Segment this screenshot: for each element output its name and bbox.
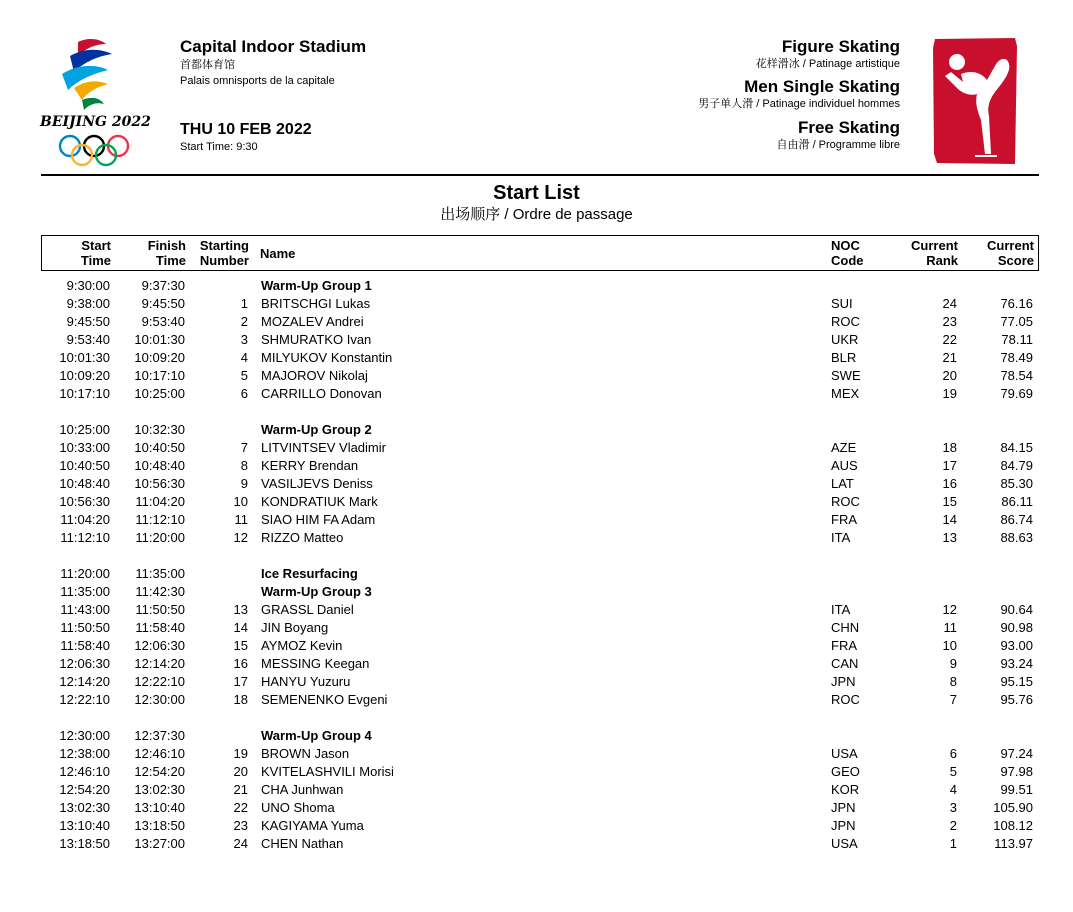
noc-code-cell: AZE <box>831 440 857 455</box>
start-time-cell: 11:58:40 <box>60 638 110 653</box>
noc-code-cell: ROC <box>831 494 860 509</box>
segment-title: Free Skating <box>797 118 900 137</box>
noc-code-cell: LAT <box>831 476 854 491</box>
current-rank-cell: 1 <box>949 836 957 851</box>
current-score-cell: 78.49 <box>1000 350 1033 365</box>
skater-name-cell: SIAO HIM FA Adam <box>261 512 376 527</box>
table-row <box>41 673 1039 691</box>
skater-name-cell: MESSING Keegan <box>261 656 370 671</box>
current-score-cell: 76.16 <box>1000 296 1033 311</box>
beijing-2022-logo <box>38 34 154 170</box>
discipline-title-block <box>698 77 900 111</box>
sport-subtitle: 花样滑冰 / Patinage artistique <box>755 58 900 70</box>
noc-code-cell: ROC <box>831 692 860 707</box>
current-rank-cell: 4 <box>949 782 957 797</box>
starting-number-cell: 14 <box>233 620 248 635</box>
finish-time-cell: 10:09:20 <box>134 350 185 365</box>
skater-name-cell: CHA Junhwan <box>261 782 344 797</box>
finish-time-cell: 12:37:30 <box>134 728 185 743</box>
current-rank-cell: 13 <box>942 530 957 545</box>
table-header <box>41 235 1039 271</box>
schedule-label-cell: Ice Resurfacing <box>261 566 358 581</box>
finish-time-cell: 11:04:20 <box>135 494 185 509</box>
skater-name-cell: KAGIYAMA Yuma <box>261 818 364 833</box>
document-title-block <box>0 181 1073 225</box>
current-score-cell: 77.05 <box>1000 314 1033 329</box>
start-time-cell: 12:38:00 <box>59 746 110 761</box>
start-time-cell: 10:01:30 <box>59 350 110 365</box>
start-time-cell: 11:20:00 <box>60 566 110 581</box>
schedule-row <box>41 583 1039 601</box>
current-rank-cell: 9 <box>949 656 957 671</box>
finish-time-cell: 11:20:00 <box>135 530 185 545</box>
table-row <box>41 817 1039 835</box>
current-rank-cell: 3 <box>949 800 957 815</box>
noc-code-cell: JPN <box>831 674 856 689</box>
schedule-label-cell: Warm-Up Group 4 <box>261 728 372 743</box>
current-score-cell: 88.63 <box>1000 530 1033 545</box>
noc-code-cell: JPN <box>831 800 856 815</box>
starting-number-cell: 17 <box>233 674 248 689</box>
schedule-row <box>41 421 1039 439</box>
noc-code-cell: FRA <box>831 638 857 653</box>
skater-name-cell: BRITSCHGI Lukas <box>261 296 371 311</box>
skater-name-cell: MILYUKOV Konstantin <box>261 350 393 365</box>
current-rank-cell: 16 <box>942 476 957 491</box>
start-time-cell: 12:06:30 <box>59 656 110 671</box>
current-score-cell: 113.97 <box>994 836 1033 851</box>
beijing-2022-emblem-icon <box>38 34 154 170</box>
date-block <box>180 120 312 154</box>
skater-name-cell: GRASSL Daniel <box>261 602 354 617</box>
finish-time-cell: 10:17:10 <box>134 368 185 383</box>
table-row <box>41 385 1039 403</box>
table-row <box>41 511 1039 529</box>
current-rank-cell: 21 <box>942 350 957 365</box>
start-list-table <box>41 277 1039 853</box>
starting-number-cell: 7 <box>240 440 248 455</box>
table-row <box>41 295 1039 313</box>
current-score-cell: 86.11 <box>1001 494 1033 509</box>
starting-number-cell: 8 <box>240 458 248 473</box>
skater-name-cell: AYMOZ Kevin <box>261 638 343 653</box>
current-rank-cell: 19 <box>942 386 957 401</box>
current-score-cell: 90.64 <box>1000 602 1033 617</box>
skater-name-cell: MAJOROV Nikolaj <box>261 368 368 383</box>
start-time-cell: 10:33:00 <box>59 440 110 455</box>
finish-time-cell: 10:32:30 <box>134 422 185 437</box>
skater-name-cell: HANYU Yuzuru <box>261 674 351 689</box>
start-time-cell: 9:53:40 <box>66 332 110 347</box>
column-header-noc-code: NOC Code <box>831 238 864 268</box>
table-row <box>41 439 1039 457</box>
finish-time-cell: 10:01:30 <box>134 332 185 347</box>
finish-time-cell: 13:27:00 <box>134 836 185 851</box>
column-header-start-time: Start Time <box>80 238 111 268</box>
skater-name-cell: CHEN Nathan <box>261 836 344 851</box>
skater-name-cell: JIN Boyang <box>261 620 329 635</box>
table-row <box>41 313 1039 331</box>
starting-number-cell: 9 <box>240 476 248 491</box>
table-row <box>41 835 1039 853</box>
venue-name-zh: 首都体育馆 <box>180 59 235 71</box>
skater-name-cell: MOZALEV Andrei <box>261 314 364 329</box>
row-spacer <box>41 547 1039 565</box>
skater-name-cell: KONDRATIUK Mark <box>261 494 378 509</box>
finish-time-cell: 12:30:00 <box>134 692 185 707</box>
svg-text:BEIJING 2022: BEIJING 2022 <box>40 114 151 130</box>
starting-number-cell: 2 <box>240 314 248 329</box>
venue-name: Capital Indoor Stadium <box>180 37 367 56</box>
starting-number-cell: 1 <box>240 296 248 311</box>
starting-number-cell: 23 <box>233 818 248 833</box>
schedule-label-cell: Warm-Up Group 2 <box>261 422 372 437</box>
finish-time-cell: 12:46:10 <box>134 746 185 761</box>
finish-time-cell: 13:18:50 <box>134 818 185 833</box>
schedule-row <box>41 565 1039 583</box>
table-row <box>41 655 1039 673</box>
start-time-cell: 13:18:50 <box>59 836 110 851</box>
noc-code-cell: ROC <box>831 314 860 329</box>
finish-time-cell: 10:48:40 <box>134 458 185 473</box>
starting-number-cell: 13 <box>233 602 248 617</box>
current-score-cell: 78.54 <box>1000 368 1033 383</box>
document-title: Start List <box>493 182 580 204</box>
current-rank-cell: 11 <box>943 620 957 635</box>
table-row <box>41 475 1039 493</box>
noc-code-cell: USA <box>831 746 858 761</box>
segment-subtitle: 自由滑 / Programme libre <box>776 139 900 151</box>
finish-time-cell: 11:58:40 <box>135 620 185 635</box>
current-rank-cell: 12 <box>942 602 957 617</box>
document-subtitle: 出场顺序 / Ordre de passage <box>440 206 633 223</box>
start-time-cell: 11:43:00 <box>60 602 110 617</box>
current-rank-cell: 20 <box>942 368 957 383</box>
starting-number-cell: 15 <box>233 638 248 653</box>
current-score-cell: 78.11 <box>1001 332 1033 347</box>
skater-name-cell: RIZZO Matteo <box>261 530 344 545</box>
start-time-cell: 13:02:30 <box>59 800 110 815</box>
start-time-cell: 10:40:50 <box>59 458 110 473</box>
noc-code-cell: SWE <box>831 368 861 383</box>
table-row <box>41 781 1039 799</box>
start-time-cell: 10:25:00 <box>59 422 110 437</box>
discipline-title: Men Single Skating <box>744 77 900 96</box>
finish-time-cell: 12:06:30 <box>134 638 185 653</box>
row-spacer <box>41 403 1039 421</box>
sport-title: Figure Skating <box>781 37 900 56</box>
table-row <box>41 349 1039 367</box>
skater-name-cell: KERRY Brendan <box>261 458 359 473</box>
skater-name-cell: KVITELASHVILI Morisi <box>261 764 394 779</box>
table-row <box>41 367 1039 385</box>
current-score-cell: 86.74 <box>1000 512 1033 527</box>
starting-number-cell: 16 <box>233 656 248 671</box>
table-row <box>41 619 1039 637</box>
starting-number-cell: 4 <box>240 350 248 365</box>
beijing-2022-wordmark <box>39 114 151 130</box>
noc-code-cell: BLR <box>831 350 857 365</box>
table-row <box>41 745 1039 763</box>
current-rank-cell: 2 <box>949 818 957 833</box>
finish-time-cell: 9:37:30 <box>141 278 185 293</box>
current-rank-cell: 15 <box>942 494 957 509</box>
schedule-label-cell: Warm-Up Group 1 <box>261 278 372 293</box>
start-time-cell: 9:45:50 <box>66 314 110 329</box>
current-score-cell: 79.69 <box>1000 386 1033 401</box>
column-header-current-score: Current Score <box>987 238 1034 268</box>
finish-time-cell: 9:45:50 <box>141 296 185 311</box>
start-time-cell: 10:56:30 <box>59 494 110 509</box>
current-score-cell: 93.24 <box>1000 656 1033 671</box>
finish-time-cell: 10:25:00 <box>134 386 185 401</box>
finish-time-cell: 12:14:20 <box>134 656 185 671</box>
finish-time-cell: 10:40:50 <box>134 440 185 455</box>
table-row <box>41 637 1039 655</box>
figure-skater-icon <box>931 36 1019 166</box>
table-row <box>41 493 1039 511</box>
current-rank-cell: 5 <box>949 764 957 779</box>
skater-name-cell: SHMURATKO Ivan <box>261 332 372 347</box>
current-rank-cell: 10 <box>942 638 957 653</box>
current-rank-cell: 24 <box>942 296 957 311</box>
starting-number-cell: 19 <box>233 746 248 761</box>
segment-title-block <box>777 118 900 152</box>
column-header-name: Name <box>260 246 296 261</box>
table-row <box>41 529 1039 547</box>
start-time-cell: 13:10:40 <box>59 818 110 833</box>
starting-number-cell: 21 <box>233 782 248 797</box>
start-time-cell: 12:22:10 <box>59 692 110 707</box>
starting-number-cell: 24 <box>233 836 248 851</box>
table-row <box>41 601 1039 619</box>
finish-time-cell: 13:10:40 <box>134 800 185 815</box>
finish-time-cell: 9:53:40 <box>141 314 185 329</box>
current-score-cell: 105.90 <box>993 800 1033 815</box>
finish-time-cell: 12:22:10 <box>134 674 185 689</box>
noc-code-cell: CAN <box>831 656 859 671</box>
current-score-cell: 90.98 <box>1000 620 1033 635</box>
noc-code-cell: KOR <box>831 782 860 797</box>
figure-skating-pictogram <box>931 36 1019 166</box>
start-time-cell: 11:12:10 <box>60 530 110 545</box>
finish-time-cell: 10:56:30 <box>134 476 185 491</box>
venue-name-fr: Palais omnisports de la capitale <box>180 75 335 87</box>
finish-time-cell: 13:02:30 <box>134 782 185 797</box>
current-score-cell: 108.12 <box>993 818 1033 833</box>
starting-number-cell: 12 <box>233 530 248 545</box>
noc-code-cell: ITA <box>831 530 851 545</box>
starting-number-cell: 3 <box>240 332 248 347</box>
row-spacer <box>41 709 1039 727</box>
current-score-cell: 93.00 <box>1000 638 1033 653</box>
skater-name-cell: BROWN Jason <box>261 746 350 761</box>
starting-number-cell: 22 <box>233 800 248 815</box>
current-score-cell: 85.30 <box>1000 476 1033 491</box>
header-divider <box>41 174 1039 176</box>
current-rank-cell: 18 <box>942 440 957 455</box>
schedule-row <box>41 727 1039 745</box>
starting-number-cell: 11 <box>234 512 248 527</box>
starting-number-cell: 5 <box>240 368 248 383</box>
current-score-cell: 84.15 <box>1000 440 1033 455</box>
noc-code-cell: SUI <box>831 296 853 311</box>
starting-number-cell: 20 <box>233 764 248 779</box>
noc-code-cell: UKR <box>831 332 859 347</box>
current-score-cell: 95.15 <box>1000 674 1033 689</box>
start-time-cell: 12:14:20 <box>59 674 110 689</box>
finish-time-cell: 11:12:10 <box>135 512 185 527</box>
start-time-cell: 10:09:20 <box>59 368 110 383</box>
noc-code-cell: AUS <box>831 458 858 473</box>
schedule-row <box>41 277 1039 295</box>
noc-code-cell: GEO <box>831 764 860 779</box>
start-time-cell: 12:30:00 <box>59 728 110 743</box>
start-time-cell: 11:04:20 <box>60 512 110 527</box>
discipline-subtitle: 男子单人滑 / Patinage individuel hommes <box>698 98 900 110</box>
current-rank-cell: 6 <box>949 746 957 761</box>
sport-title-block <box>756 37 900 71</box>
noc-code-cell: JPN <box>831 818 856 833</box>
venue-block <box>180 37 366 89</box>
start-time-cell: 10:17:10 <box>59 386 110 401</box>
noc-code-cell: FRA <box>831 512 857 527</box>
noc-code-cell: CHN <box>831 620 860 635</box>
noc-code-cell: ITA <box>831 602 851 617</box>
table-row <box>41 691 1039 709</box>
start-time-cell: 10:48:40 <box>59 476 110 491</box>
table-row <box>41 457 1039 475</box>
start-time-cell: 11:50:50 <box>60 620 110 635</box>
column-header-starting-number: Starting Number <box>199 238 249 268</box>
current-score-cell: 97.98 <box>1000 764 1033 779</box>
column-header-finish-time: Finish Time <box>147 238 186 268</box>
start-time-cell: 11:35:00 <box>60 584 110 599</box>
column-header-current-rank: Current Rank <box>911 238 958 268</box>
current-rank-cell: 17 <box>942 458 957 473</box>
starting-number-cell: 6 <box>240 386 248 401</box>
skater-name-cell: SEMENENKO Evgeni <box>261 692 388 707</box>
start-time-cell: 9:38:00 <box>66 296 110 311</box>
table-row <box>41 799 1039 817</box>
finish-time-cell: 11:42:30 <box>135 584 185 599</box>
current-rank-cell: 23 <box>942 314 957 329</box>
current-rank-cell: 14 <box>942 512 957 527</box>
start-time-cell: 9:30:00 <box>66 278 110 293</box>
finish-time-cell: 11:35:00 <box>135 566 185 581</box>
skater-name-cell: UNO Shoma <box>261 800 335 815</box>
start-time-cell: 12:54:20 <box>59 782 110 797</box>
noc-code-cell: MEX <box>831 386 860 401</box>
table-row <box>41 763 1039 781</box>
starting-number-cell: 18 <box>233 692 248 707</box>
skater-name-cell: VASILJEVS Deniss <box>261 476 373 491</box>
event-date: THU 10 FEB 2022 <box>180 121 312 138</box>
starting-number-cell: 10 <box>233 494 248 509</box>
current-rank-cell: 8 <box>949 674 957 689</box>
skater-name-cell: LITVINTSEV Vladimir <box>261 440 386 455</box>
schedule-label-cell: Warm-Up Group 3 <box>261 584 372 599</box>
event-start-time: Start Time: 9:30 <box>180 141 258 153</box>
start-time-cell: 12:46:10 <box>59 764 110 779</box>
current-score-cell: 99.51 <box>1000 782 1033 797</box>
current-score-cell: 84.79 <box>1000 458 1033 473</box>
noc-code-cell: USA <box>831 836 858 851</box>
finish-time-cell: 11:50:50 <box>135 602 185 617</box>
skater-name-cell: CARRILLO Donovan <box>261 386 382 401</box>
current-score-cell: 97.24 <box>1000 746 1033 761</box>
current-rank-cell: 7 <box>949 692 957 707</box>
table-row <box>41 331 1039 349</box>
current-rank-cell: 22 <box>942 332 957 347</box>
current-score-cell: 95.76 <box>1000 692 1033 707</box>
finish-time-cell: 12:54:20 <box>134 764 185 779</box>
